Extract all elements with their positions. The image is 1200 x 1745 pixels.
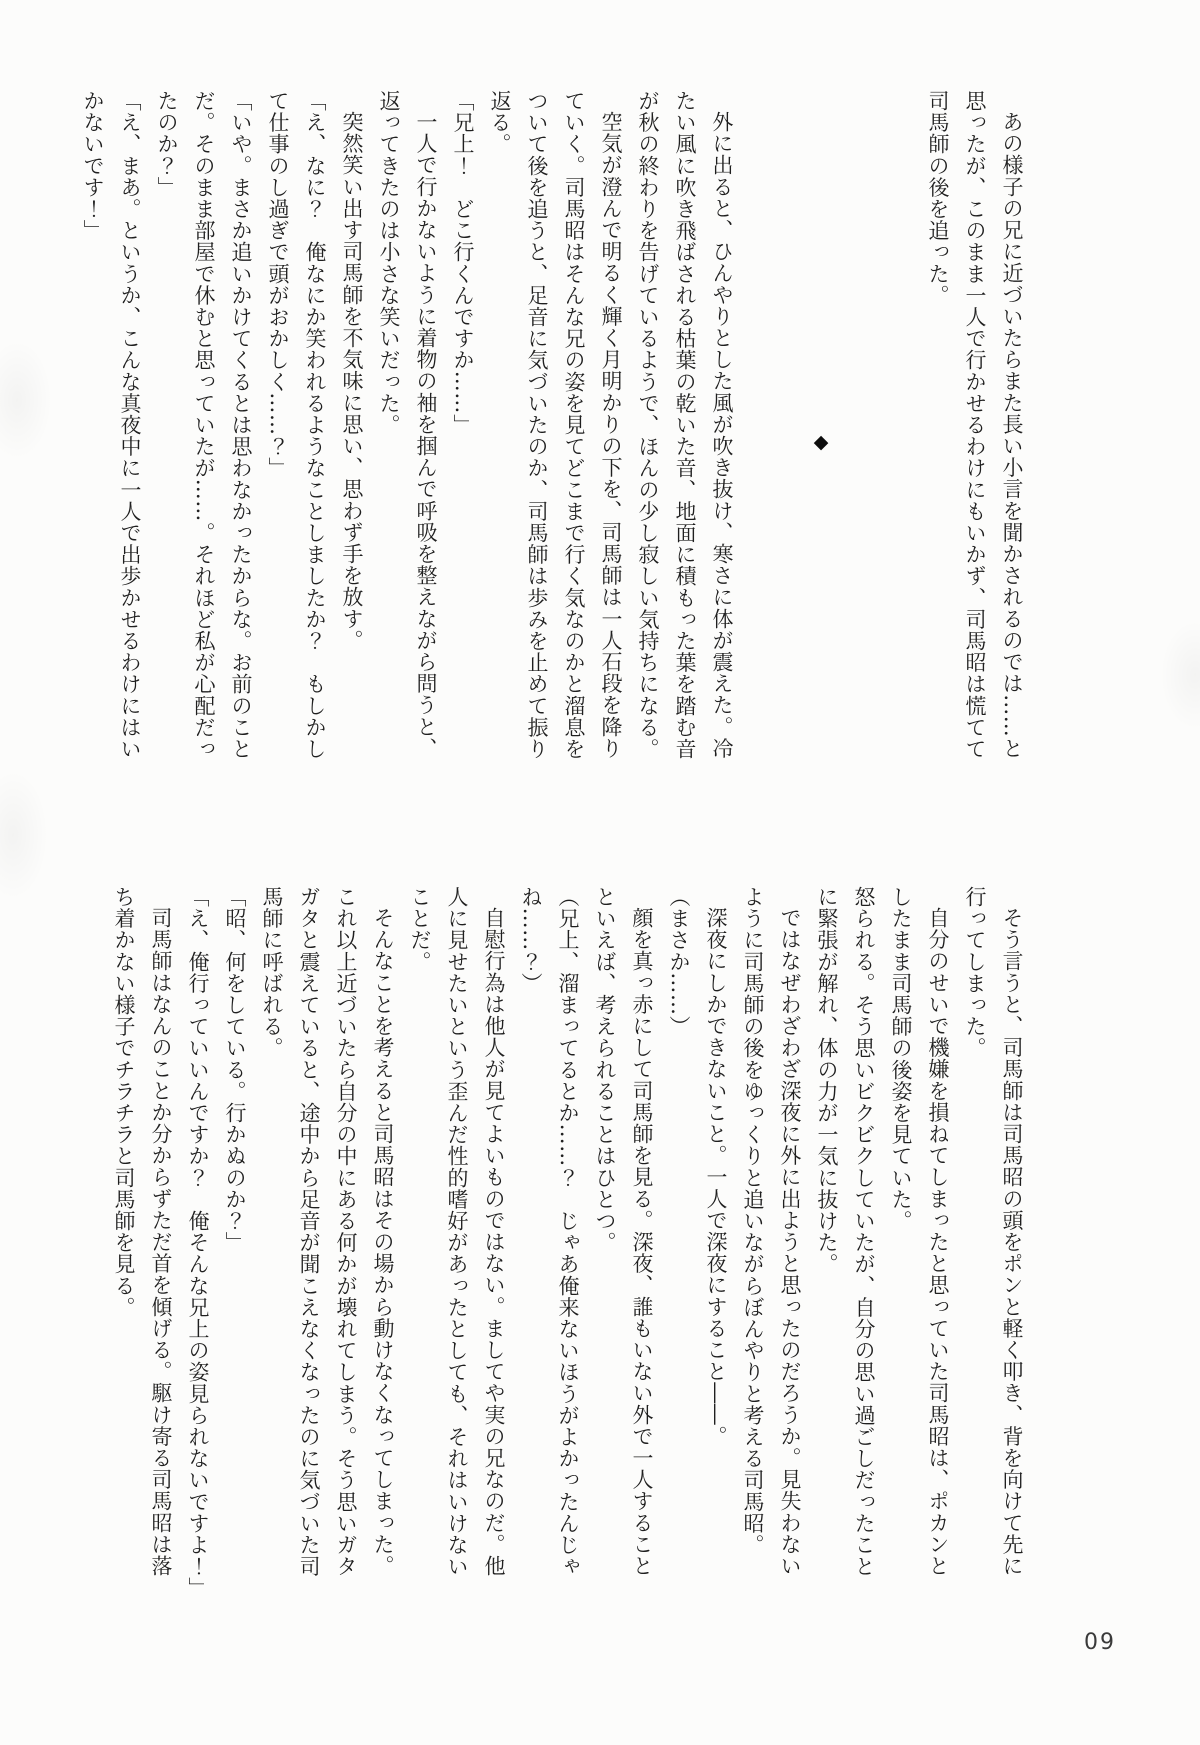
scan-artifact: [1160, 620, 1200, 730]
paragraph-narration: あの様子の兄に近づいたらまた長い小言を聞かされるのでは……と思ったが、このまま一人で行かせるわけにもいかず、司馬昭は慌てて司馬師の後を追った。: [926, 90, 1024, 760]
paragraph-dialogue: 「兄上！ どこ行くんですか……」: [451, 90, 475, 436]
text-block-bottom: [105, 886, 1030, 1599]
page-number: 09: [1084, 1630, 1116, 1655]
paragraph-narration: 空気が澄んで明るく輝く月明かりの下を、司馬師は一人石段を降りていく。司馬昭はそんな兄の姿を見てどこまで行く気なのかと溜息をついて後を追うと、足音に気づいたのか、司馬師は歩みを止めて振り返る。: [488, 90, 623, 760]
paragraph-narration: そんなことを考えると司馬昭はその場から動けなくなってしまった。これ以上近づいたら自分の中にある何かが壊れてしまう。そう思いガタガタと震えていると、途中から足音が聞こえなくなったのに気づいた司馬師に呼ばれる。: [260, 886, 395, 1578]
paragraph-dialogue: 「いや。まさか追いかけてくるとは思わなかったからな。お前のことだ。そのまま部屋で休むと思っていたが……。それほど私が心配だったのか？」: [155, 90, 253, 760]
paragraph-narration: 怒られる。そう思いビクビクしていたが、自分の思い過ごしだったことに緊張が解れ、体の力が一気に抜けた。: [815, 886, 876, 1578]
paragraph-narration: 一人で行かないように着物の袖を掴んで呼吸を整えながら問うと、返ってきたのは小さな笑いだった。: [377, 90, 438, 759]
paragraph-thought: （まさか……）: [667, 886, 691, 1038]
paragraph-dialogue: 「昭、何をしている。行かぬのか？」: [223, 886, 247, 1254]
paragraph-thought: （兄上、溜まってるとか……？ じゃあ俺来ないほうがよかったんじゃね……？）: [519, 886, 580, 1578]
paragraph-dialogue: 「え、俺行っていいんですか？ 俺そんな兄上の姿見られないですよ！」: [186, 886, 210, 1599]
paragraph-narration: 自慰行為は他人が見てよいものではない。ましてや実の兄なのだ。他人に見せたいという歪んだ性的嗜好があったとしても、それはいけないことだ。: [408, 886, 506, 1578]
paragraph-narration: 深夜にしかできないこと。一人で深夜にすること――。: [704, 907, 728, 1447]
scan-artifact: [0, 340, 52, 460]
paragraph-narration: ではなぜわざわざ深夜に外に出ようと思ったのだろうか。見失わないように司馬師の後をゆっくりと追いながらぼんやりと考える司馬昭。: [741, 886, 802, 1577]
text-block-top: [74, 90, 1030, 766]
paragraph-narration: 突然笑い出す司馬師を不気味に思い、思わず手を放す。: [340, 111, 364, 651]
paragraph-dialogue: 「え、なに？ 俺なにか笑われるようなことしましたか？ もしかして仕事のし過ぎで頭がおかしく……？」: [266, 90, 327, 760]
paragraph-narration: 外に出ると、ひんやりとした風が吹き抜け、寒さに体が震えた。冷たい風に吹き飛ばされる枯葉の乾いた音、地面に積もった葉を踏む音が秋の終わりを告げているようで、ほんの少し寂しい気持ちになる。: [636, 90, 734, 760]
paragraph-narration: 司馬師はなんのことか分からずただ首を傾げる。駆け寄る司馬昭は落ち着かない様子でチラチラと司馬師を見る。: [112, 886, 173, 1577]
paragraph-narration: 顔を真っ赤にして司馬師を見る。深夜、誰もいない外で一人することといえば、考えられることはひとつ。: [593, 886, 654, 1577]
paragraph-dialogue: 「え、まあ。というか、こんな真夜中に一人で出歩かせるわけにはいかないです！」: [81, 90, 142, 760]
section-divider-diamond-icon: ◆: [810, 431, 832, 453]
paragraph-narration: 自分のせいで機嫌を損ねてしまったと思っていた司馬昭は、ポカンとしたまま司馬師の後姿を見ていた。: [889, 886, 950, 1577]
paragraph-narration: そう言うと、司馬師は司馬昭の頭をポンと軽く叩き、背を向けて先に行ってしまった。: [963, 886, 1024, 1577]
scan-artifact: [0, 770, 48, 900]
